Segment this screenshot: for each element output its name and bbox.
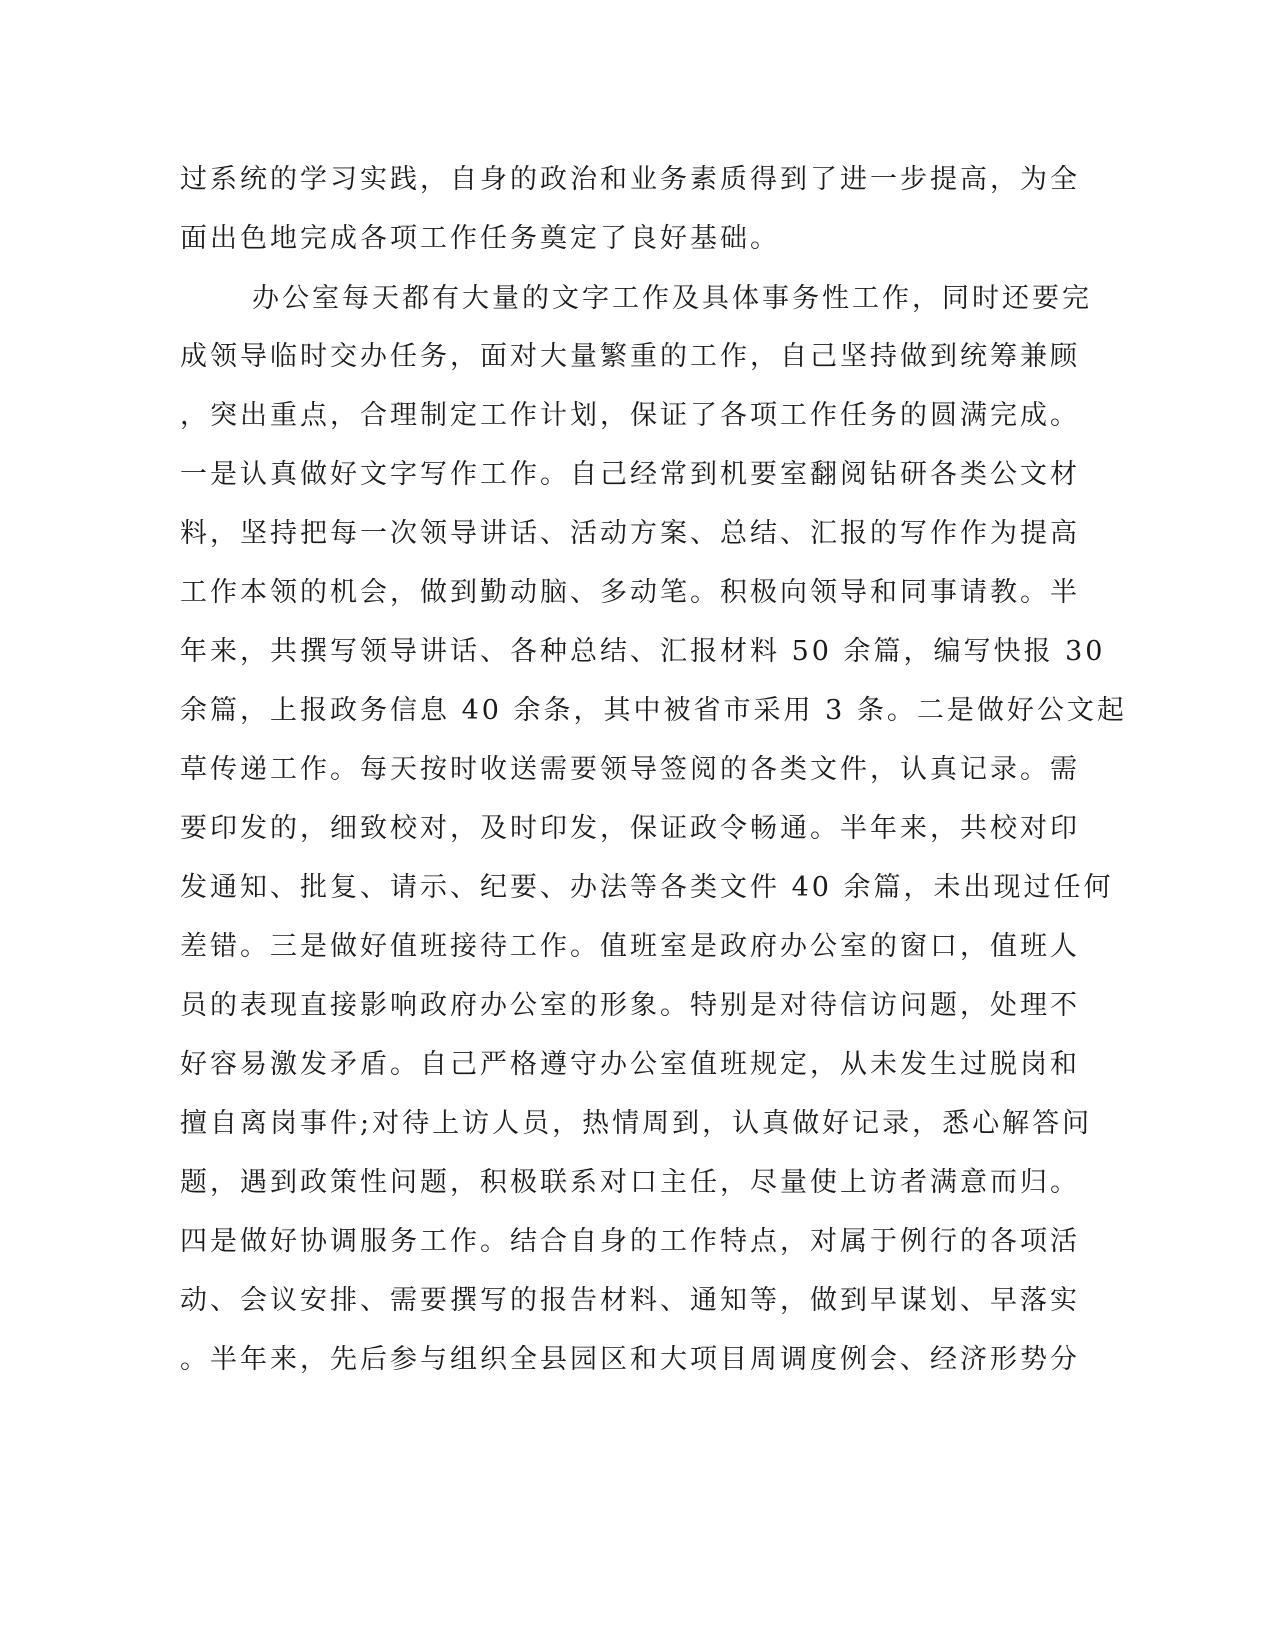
text-line: 擅自离岗事件;对待上访人员，热情周到，认真做好记录，悉心解答问 (180, 1108, 1093, 1139)
text-line: ，突出重点，合理制定工作计划，保证了各项工作任务的圆满完成。 (180, 400, 1080, 431)
text-line: 余篇，上报政务信息 40 余条，其中被省市采用 3 条。二是做好公文起 (180, 695, 1127, 726)
text-line: 料，坚持把每一次领导讲话、活动方案、总结、汇报的写作作为提高 (180, 518, 1080, 549)
text-line: 。半年来，先后参与组织全县园区和大项目周调度例会、经济形势分 (180, 1344, 1080, 1375)
text-line: 一是认真做好文字写作工作。自己经常到机要室翻阅钻研各类公文材 (180, 459, 1080, 490)
text-line: 差错。三是做好值班接待工作。值班室是政府办公室的窗口，值班人 (180, 931, 1080, 962)
text-line: 发通知、批复、请示、纪要、办法等各类文件 40 余篇，未出现过任何 (180, 872, 1114, 903)
text-line: 年来，共撰写领导讲话、各种总结、汇报材料 50 余篇，编写快报 30 (180, 636, 1106, 667)
text-line: 题，遇到政策性问题，积极联系对口主任，尽量使上访者满意而归。 (180, 1167, 1080, 1198)
text-line: 好容易激发矛盾。自己严格遵守办公室值班规定，从未发生过脱岗和 (180, 1049, 1080, 1080)
text-line: 面出色地完成各项工作任务奠定了良好基础。 (180, 223, 780, 254)
text-line: 员的表现直接影响政府办公室的形象。特别是对待信访问题，处理不 (180, 990, 1080, 1021)
text-line: 动、会议安排、需要撰写的报告材料、通知等，做到早谋划、早落实 (180, 1285, 1080, 1316)
paragraph-start-line: 办公室每天都有大量的文字工作及具体事务性工作，同时还要完 (252, 283, 1092, 314)
text-line: 四是做好协调服务工作。结合自身的工作特点，对属于例行的各项活 (180, 1226, 1080, 1257)
text-line: 工作本领的机会，做到勤动脑、多动笔。积极向领导和同事请教。半 (180, 577, 1080, 608)
text-line: 要印发的，细致校对，及时印发，保证政令畅通。半年来，共校对印 (180, 813, 1080, 844)
text-line: 成领导临时交办任务，面对大量繁重的工作，自己坚持做到统筹兼顾 (180, 341, 1080, 372)
text-line: 过系统的学习实践，自身的政治和业务素质得到了进一步提高，为全 (180, 164, 1080, 195)
text-line: 草传递工作。每天按时收送需要领导签阅的各类文件，认真记录。需 (180, 754, 1080, 785)
